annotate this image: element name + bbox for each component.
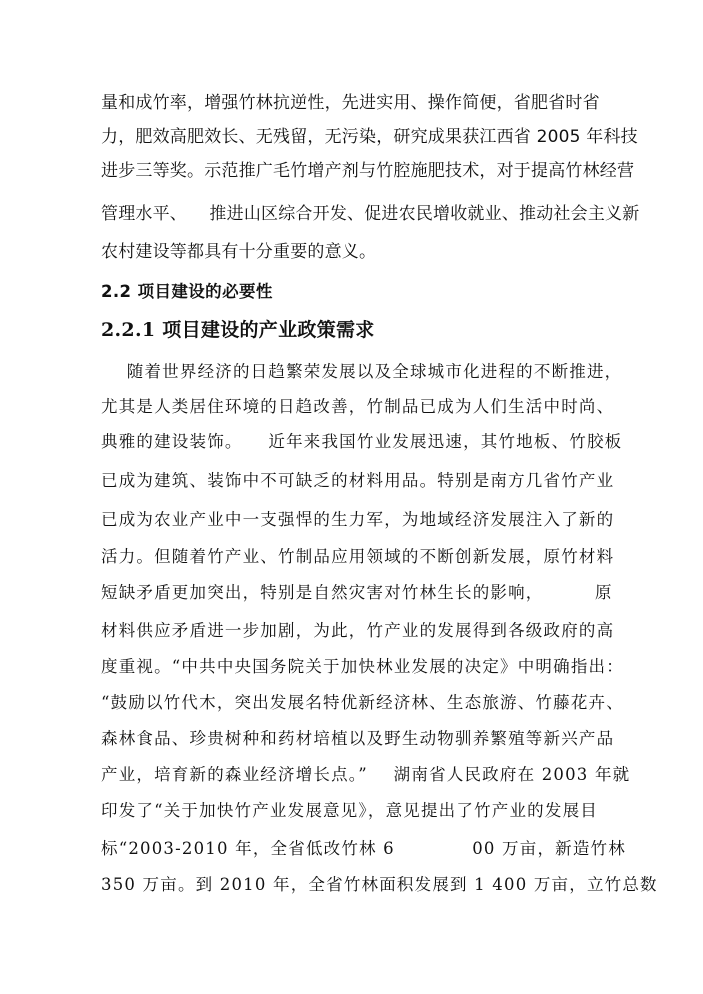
body-line: 典雅的建设装饰。 近年来我国竹业发展迅速，其竹地板、竹胶板 — [101, 432, 623, 451]
body-line: “鼓励以竹代木，突出发展名特优新经济林、生态旅游、竹藤花卉、 — [101, 693, 624, 712]
body-line: 活力。但随着竹产业、竹制品应用领域的不断创新发展，原竹材料 — [101, 547, 615, 566]
body-line: 印发了“关于加快竹产业发展意见》，意见提出了竹产业的发展目 — [101, 801, 598, 820]
body-line: 尤其是人类居住环境的日趋改善，竹制品已成为人们生活中时尚、 — [101, 397, 615, 416]
intro-line: 量和成竹率，增强竹林抗逆性，先进实用、操作简便，省肥省时省 — [101, 93, 600, 113]
intro-line: 管理水平、 推进山区综合开发、促进农民增收就业、推动社会主义新 — [101, 204, 640, 224]
body-line: 随着世界经济的日趋繁荣发展以及全球城市化进程的不断推进， — [101, 362, 623, 381]
section-heading: 2.2 项目建设的必要性 — [101, 282, 273, 301]
body-line: 短缺矛盾更加突出，特别是自然灾害对竹林生长的影响， 原 — [101, 583, 613, 602]
intro-line: 进步三等奖。示范推广毛竹增产剂与竹腔施肥技术，对于提高竹林经营 — [101, 161, 635, 181]
body-line: 标“2003-2010 年，全省低改竹林 6 00 万亩，新造竹林 — [101, 839, 626, 858]
intro-line: 农村建设等都具有十分重要的意义。 — [101, 242, 377, 262]
intro-line: 力，肥效高肥效长、无残留，无污染，研究成果获江西省 2005 年科技 — [101, 127, 638, 147]
body-line: 已成为农业产业中一支强悍的生力军，为地域经济发展注入了新的 — [101, 510, 615, 529]
body-line: 产业，培育新的森业经济增长点。” 湖南省人民政府在 2003 年就 — [101, 765, 631, 784]
subsection-heading: 2.2.1 项目建设的产业政策需求 — [101, 319, 375, 341]
body-line: 350 万亩。到 2010 年，全省竹林面积发展到 1 400 万亩，立竹总数 — [101, 875, 658, 894]
body-line: 材料供应矛盾进一步加剧，为此，竹产业的发展得到各级政府的高 — [101, 621, 615, 640]
body-line: 度重视。“中共中央国务院关于加快林业发展的决定》中明确指出： — [101, 657, 624, 676]
body-line: 森林食品、珍贵树种和药材培植以及野生动物驯养繁殖等新兴产品 — [101, 729, 615, 748]
body-line: 已成为建筑、装饰中不可缺乏的材料用品。特别是南方几省竹产业 — [101, 471, 615, 490]
